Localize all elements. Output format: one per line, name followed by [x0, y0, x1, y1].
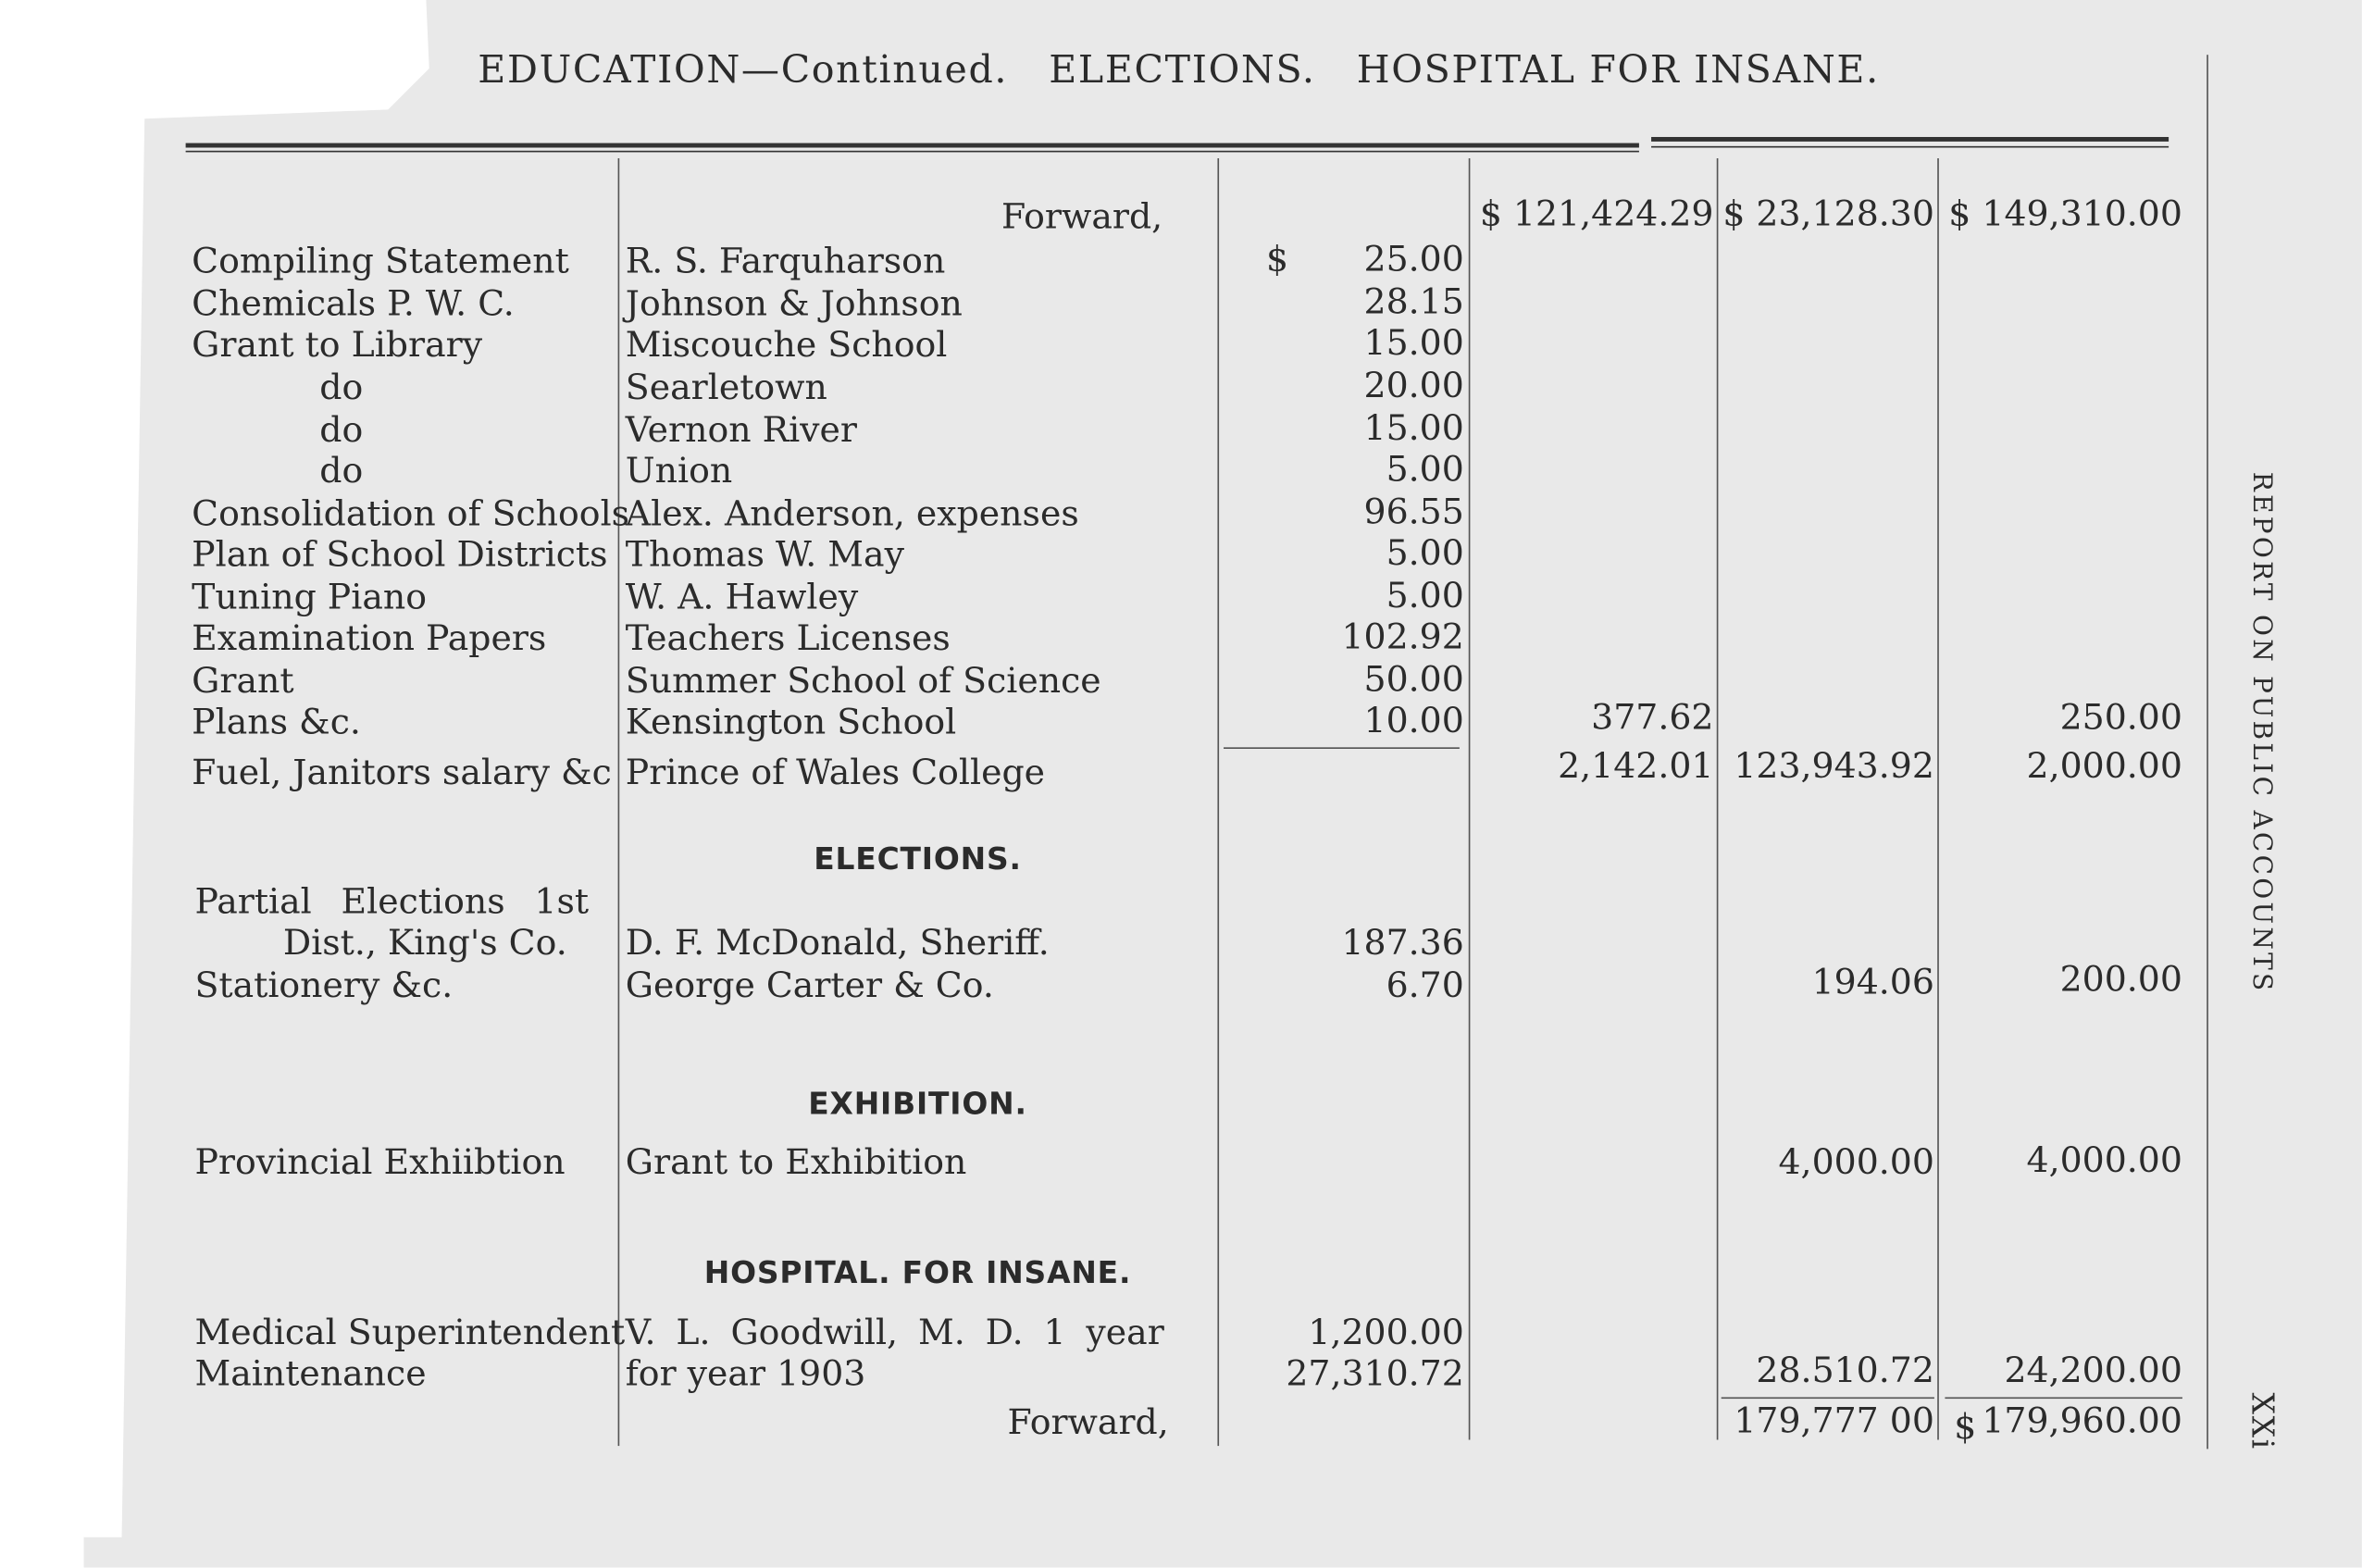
payee-cell: Searletown	[625, 367, 827, 408]
forward-col3-bottom: 179,960.00	[1982, 1401, 2182, 1442]
elections-col2: 194.06	[1811, 963, 1934, 1003]
item-cell: Tuning Piano	[192, 578, 428, 618]
header-rule-left-thin	[186, 151, 1639, 153]
amount-cell: 10.00	[1363, 702, 1464, 741]
item-cell: Compiling Statement	[192, 242, 569, 282]
dollar-sign: $	[1266, 240, 1289, 280]
forward-col1-top: $ 121,424.29	[1479, 194, 1714, 235]
total-rule-col2	[1722, 1397, 1934, 1399]
amount-cell: 20.00	[1363, 367, 1464, 407]
forward-col2-top: $ 23,128.30	[1722, 194, 1934, 235]
column-divider-col1	[1717, 158, 1719, 1440]
payee-cell: Kensington School	[625, 703, 957, 743]
header-rule-right	[1651, 137, 2169, 142]
title-education: EDUCATION—Continued.	[478, 46, 1009, 92]
col3-cell: 250.00	[2059, 698, 2182, 739]
payee-cell: Vernon River	[625, 410, 858, 451]
amount-cell: 96.55	[1363, 492, 1464, 533]
item-cell: Consolidation of Schools	[192, 494, 630, 535]
column-divider-col2	[1937, 158, 1939, 1440]
exhibition-item: Provincial Exhiibtion	[194, 1142, 566, 1183]
hospital-col3: 24,200.00	[2004, 1351, 2182, 1391]
forward-label-top: Forward,	[1001, 197, 1163, 238]
amount-cell: 5.00	[1386, 534, 1464, 574]
forward-label-bottom: Forward,	[1007, 1403, 1169, 1443]
subtotal-rule	[1224, 747, 1460, 749]
payee-cell: Summer School of Science	[625, 662, 1101, 703]
title-hospital: HOSPITAL FOR INSANE.	[1356, 46, 1880, 92]
payee-cell: Alex. Anderson, expenses	[625, 494, 1079, 535]
payee-cell: Union	[625, 452, 733, 492]
col1-cell: 2,142.01	[1558, 747, 1714, 788]
hospital-amount1: 1,200.00	[1308, 1313, 1464, 1353]
elections-item-line2: Dist., King's Co.	[282, 924, 567, 964]
side-page-number: XXi	[2244, 1392, 2281, 1450]
item-cell: Fuel, Janitors salary &c	[192, 753, 612, 793]
total-rule-col3	[1945, 1397, 2182, 1399]
payee-cell: Teachers Licenses	[625, 619, 951, 659]
payee-cell: Miscouche School	[625, 325, 948, 366]
col3-cell: 2,000.00	[2026, 747, 2182, 788]
right-margin-line	[2207, 55, 2208, 1449]
amount-cell: 5.00	[1386, 450, 1464, 491]
payee-cell: Prince of Wales College	[625, 753, 1046, 793]
section-heading-elections: ELECTIONS.	[814, 840, 1022, 877]
exhibition-col2: 4,000.00	[1778, 1142, 1934, 1183]
item-cell: Plans &c.	[192, 703, 361, 743]
page-title	[478, 46, 1880, 92]
elections-payee1: D. F. McDonald, Sheriff.	[625, 924, 1050, 964]
elections-item2: Stationery &c.	[194, 966, 454, 1006]
hospital-item1: Medical Superintendent	[194, 1313, 626, 1353]
column-divider-amount	[1469, 158, 1471, 1440]
exhibition-col3: 4,000.00	[2026, 1141, 2182, 1181]
amount-cell: 15.00	[1363, 409, 1464, 450]
item-cell: do	[319, 452, 364, 492]
elections-amount1: 187.36	[1341, 924, 1464, 964]
amount-cell: 15.00	[1363, 324, 1464, 364]
elections-amount2: 6.70	[1386, 966, 1464, 1006]
elections-col3: 200.00	[2059, 960, 2182, 1001]
amount-cell: 50.00	[1363, 660, 1464, 701]
section-heading-hospital: HOSPITAL. FOR INSANE.	[703, 1253, 1132, 1291]
title-elections: ELECTIONS.	[1049, 46, 1316, 92]
col1-cell: 377.62	[1591, 698, 1714, 739]
section-heading-exhibition: EXHIBITION.	[808, 1085, 1027, 1122]
item-cell: do	[319, 410, 364, 451]
elections-item-line1: Partial Elections 1st	[194, 882, 590, 923]
item-cell: Chemicals P. W. C.	[192, 284, 515, 325]
forward-col2-bottom: 179,777 00	[1734, 1401, 1934, 1442]
item-cell: Examination Papers	[192, 619, 547, 659]
payee-cell: Johnson & Johnson	[625, 284, 963, 325]
header-rule-right-thin	[1651, 146, 2169, 148]
payee-cell: R. S. Farquharson	[625, 242, 946, 282]
exhibition-payee: Grant to Exhibition	[625, 1142, 967, 1183]
forward-col3-dollar: $	[1954, 1407, 1977, 1448]
header-rule-left	[186, 143, 1639, 148]
side-running-head: REPORT ON PUBLIC ACCOUNTS	[2245, 471, 2277, 994]
amount-cell: 102.92	[1341, 617, 1464, 658]
forward-col3-top: $ 149,310.00	[1948, 194, 2182, 235]
amount-cell: 5.00	[1386, 577, 1464, 616]
item-cell: do	[319, 367, 364, 408]
amount-cell: 25.00	[1363, 240, 1464, 280]
hospital-payee1: V. L. Goodwill, M. D. 1 year	[625, 1313, 1164, 1353]
hospital-payee2: for year 1903	[625, 1354, 866, 1395]
elections-payee2: George Carter & Co.	[625, 966, 994, 1006]
item-cell: Grant to Library	[192, 325, 483, 366]
amount-cell: 28.15	[1363, 282, 1464, 323]
hospital-item2: Maintenance	[194, 1354, 427, 1395]
hospital-col2: 28.510.72	[1756, 1351, 1934, 1391]
hospital-amount2: 27,310.72	[1286, 1354, 1464, 1395]
item-cell: Plan of School Districts	[192, 535, 608, 576]
payee-cell: W. A. Hawley	[625, 578, 859, 618]
payee-cell: Thomas W. May	[625, 535, 904, 576]
col2-cell: 123,943.92	[1734, 747, 1934, 788]
item-cell: Grant	[192, 662, 294, 703]
column-divider-payee	[1217, 158, 1219, 1446]
